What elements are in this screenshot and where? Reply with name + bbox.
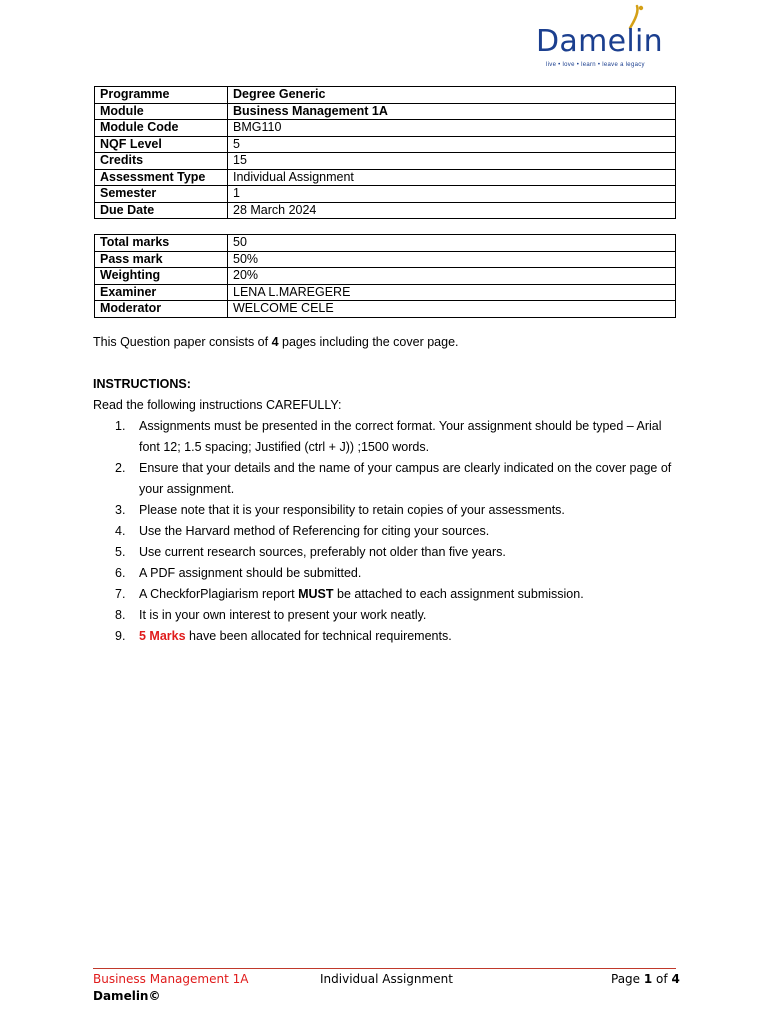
pages-note: This Question paper consists of 4 pages including the cover page. [93,335,459,349]
instruction-number: 6. [115,566,126,580]
table-row [95,284,676,301]
table-row [95,301,676,318]
row-value: 50 [228,235,676,252]
footer-page-number: Page 1 of 4 [611,972,680,986]
damelin-logo [536,4,676,70]
footer-copyright: Damelin© [93,989,161,1003]
row-value: 50% [228,251,676,268]
page-count: 4 [271,335,279,349]
instruction-number: 5. [115,545,126,559]
row-label: Semester [95,186,228,203]
table-row [95,169,676,186]
row-value: Degree Generic [228,87,676,104]
footer-divider [93,968,676,969]
instruction-text: It is in your own interest to present your work neatly. [139,608,427,622]
instruction-item [93,521,683,542]
row-value: 5 [228,136,676,153]
instruction-number: 9. [115,629,126,643]
logo-wordmark: Damelin [536,24,663,59]
row-label: Module [95,103,228,120]
table-row [95,251,676,268]
instruction-text: Use the Harvard method of Referencing for citing your sources. [139,524,490,538]
instructions-list [93,416,683,647]
table-row [95,120,676,137]
table-row [95,235,676,252]
instruction-item [93,563,683,584]
table-row [95,268,676,285]
emphasis: MUST [298,587,334,601]
instruction-number: 4. [115,524,126,538]
instruction-item: 7. A CheckforPlagiarism report MUST be attached to each assignment submission. [93,584,683,605]
table-row [95,186,676,203]
row-value: 20% [228,268,676,285]
table-row [95,136,676,153]
row-value: WELCOME CELE [228,301,676,318]
module-info-table [94,86,676,219]
row-value: 15 [228,153,676,170]
instruction-number: 1. [115,419,126,433]
instructions-heading: INSTRUCTIONS: [93,377,191,391]
instruction-number: 2. [115,461,126,475]
row-label: Programme [95,87,228,104]
instruction-text: Use current research sources, preferably not older than five years. [139,545,506,559]
instruction-item [93,416,683,458]
instruction-item [93,500,683,521]
table-row [95,153,676,170]
instruction-item [93,542,683,563]
row-label: Moderator [95,301,228,318]
row-label: Credits [95,153,228,170]
row-label: Due Date [95,202,228,219]
instruction-text: Ensure that your details and the name of your campus are clearly indicated on the cover page of your assignment. [139,461,672,496]
table-row [95,103,676,120]
logo-tagline: live • love • learn • leave a legacy [546,62,645,68]
instruction-text: Please note that it is your responsibility to retain copies of your assessments. [139,503,565,517]
instruction-number: 7. [115,587,126,601]
instructions-intro: Read the following instructions CAREFULLY: [93,398,342,412]
instruction-number: 3. [115,503,126,517]
row-label: Assessment Type [95,169,228,186]
footer-module: Business Management 1A [93,972,249,986]
row-value: Business Management 1A [228,103,676,120]
instruction-item: 9. 5 Marks have been allocated for technical requirements. [93,626,683,647]
row-value: LENA L.MAREGERE [228,284,676,301]
instruction-item [93,605,683,626]
row-value: 1 [228,186,676,203]
row-label: NQF Level [95,136,228,153]
row-label: Module Code [95,120,228,137]
row-label: Weighting [95,268,228,285]
row-label: Examiner [95,284,228,301]
instruction-text: Assignments must be presented in the correct format. Your assignment should be typed – Arial font 12; 1.5 spacing; Justified (ctrl + J)) ;1500 words. [139,419,662,454]
row-value: 28 March 2024 [228,202,676,219]
marks-highlight: 5 Marks [139,629,186,643]
row-value: Individual Assignment [228,169,676,186]
table-row [95,87,676,104]
instruction-item [93,458,683,500]
footer-assessment-type: Individual Assignment [320,972,453,986]
row-label: Pass mark [95,251,228,268]
row-label: Total marks [95,235,228,252]
marks-info-table [94,234,676,318]
instruction-number: 8. [115,608,126,622]
table-row [95,202,676,219]
instruction-text: A PDF assignment should be submitted. [139,566,362,580]
row-value: BMG110 [228,120,676,137]
